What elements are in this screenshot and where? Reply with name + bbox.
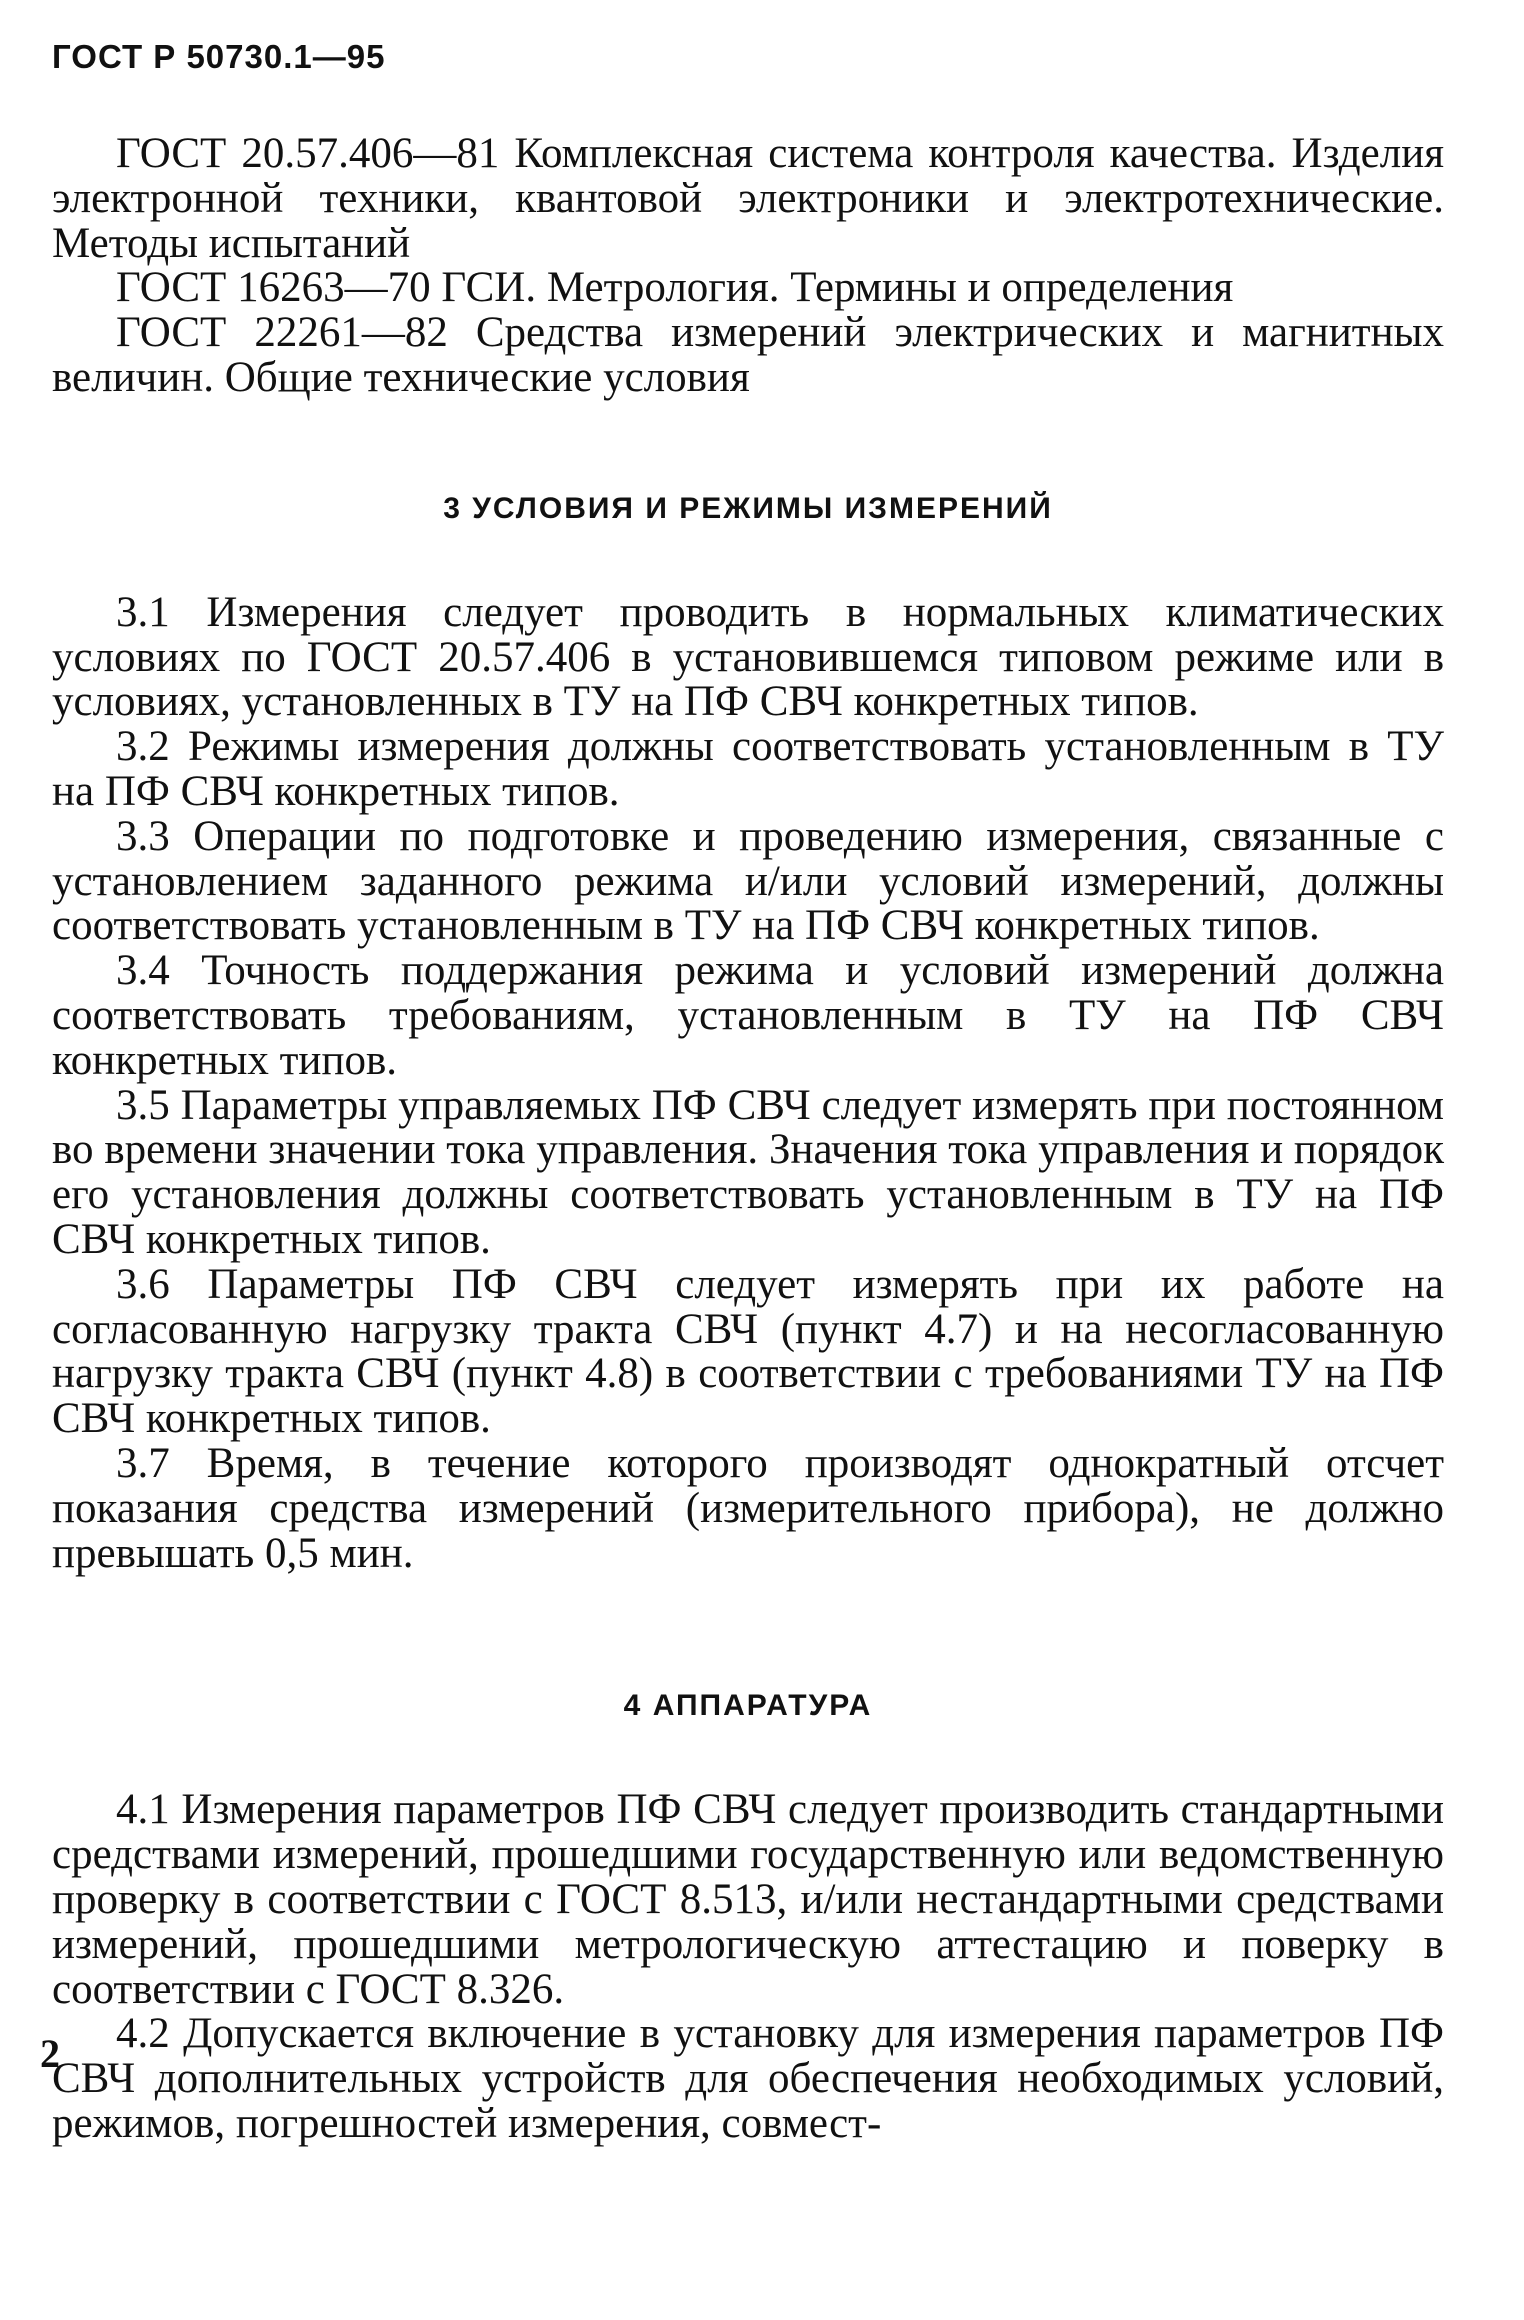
paragraph-3-3: 3.3 Операции по подготовке и проведению измерения, связанные с установлением заданного режима и/или условий измерений, должны соответствовать установленным в ТУ на ПФ СВЧ конкретных типов. (52, 812, 1444, 950)
paragraph-3-7: 3.7 Время, в течение которого производят однократный отсчет показания средства измерений (измерительного прибора), не должно превышать 0,5 мин. (52, 1439, 1444, 1577)
document-page (52, 38, 1444, 2147)
reference-item: ГОСТ 16263—70 ГСИ. Метрология. Термины и определения (116, 264, 1234, 312)
reference-item: ГОСТ 22261—82 Средства измерений электрических и магнитных величин. Общие технические условия (52, 309, 1444, 401)
paragraph-3-6: 3.6 Параметры ПФ СВЧ следует измерять при их работе на согласованную нагрузку тракта СВЧ (пункт 4.7) и на несогласованную нагрузку тракта СВЧ (пункт 4.8) в соответствии с требованиями ТУ на ПФ СВЧ конкретных типов. (52, 1260, 1444, 1443)
paragraph-4-2: 4.2 Допускается включение в установку для измерения параметров ПФ СВЧ дополнительных устройств для обеспечения необходимых условий, режимов, погрешностей измерения, совмест- (52, 2010, 1444, 2147)
paragraph-3-2: 3.2 Режимы измерения должны соответствовать установленным в ТУ на ПФ СВЧ конкретных типов. (52, 723, 1444, 815)
page-number: 2 (40, 2031, 60, 2076)
section-3-title: 3 УСЛОВИЯ И РЕЖИМЫ ИЗМЕРЕНИЙ (443, 491, 1053, 525)
references-list (52, 132, 1444, 401)
section-3-body (52, 588, 1444, 1577)
paragraph-3-5: 3.5 Параметры управляемых ПФ СВЧ следует измерять при постоянном во времени значении тока управления. Значения тока управления и порядок его установления должны соответствовать установленным в ТУ на ПФ СВЧ конкретных типов. (52, 1081, 1444, 1263)
section-4-title: 4 АППАРАТУРА (623, 1689, 873, 1723)
document-header: ГОСТ Р 50730.1—95 (52, 38, 386, 75)
paragraph-4-1: 4.1 Измерения параметров ПФ СВЧ следует производить стандартными средствами измерений, прошедшими государственную или ведомственную проверку в соответствии с ГОСТ 8.513, и/или нестандартными средствами измерений, прошедшими метрологическую аттестацию и поверку в соответствии с ГОСТ 8.326. (52, 1786, 1444, 2013)
paragraph-3-4: 3.4 Точность поддержания режима и условий измерений должна соответствовать требованиям, установленным в ТУ на ПФ СВЧ конкретных типов. (52, 947, 1444, 1084)
paragraph-3-1: 3.1 Измерения следует проводить в нормальных климатических условиях по ГОСТ 20.57.406 в установившемся типовом режиме или в условиях, установленных в ТУ на ПФ СВЧ конкретных типов. (52, 588, 1444, 726)
reference-item: ГОСТ 20.57.406—81 Комплексная система контроля качества. Изделия электронной техники, квантовой электроники и электротехнические. Методы испытаний (52, 130, 1444, 267)
section-4-body (52, 1788, 1444, 2146)
